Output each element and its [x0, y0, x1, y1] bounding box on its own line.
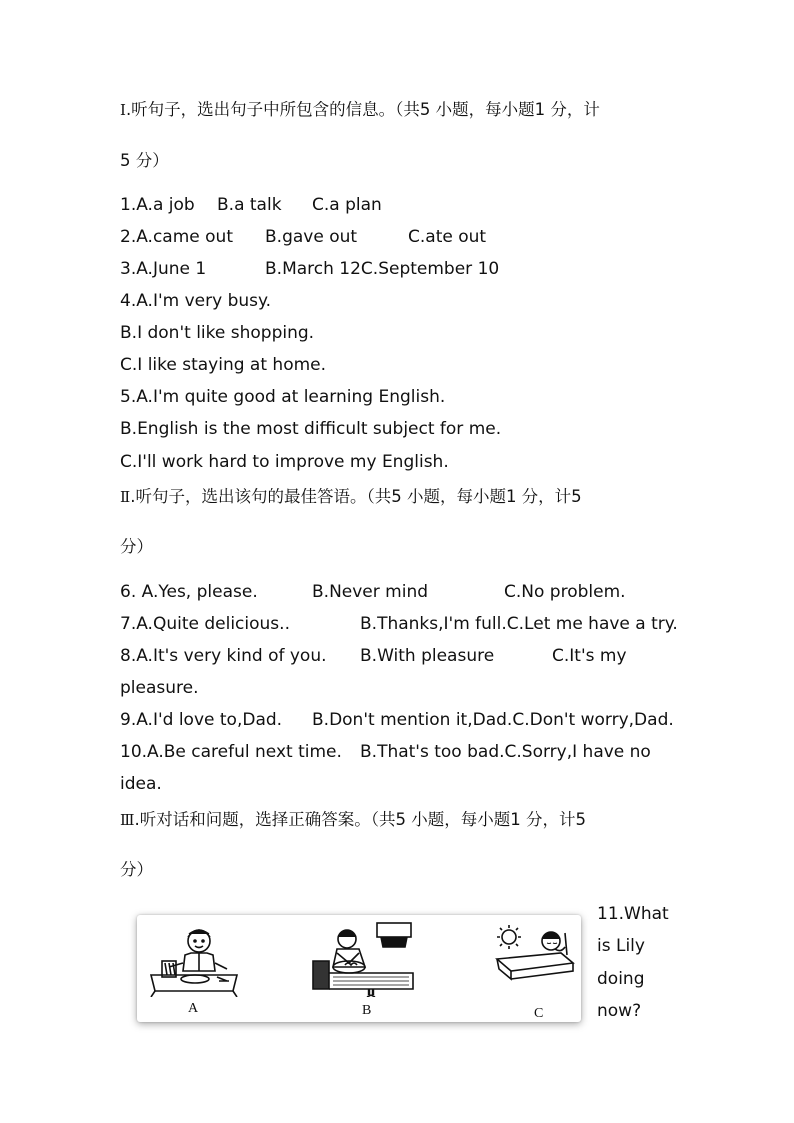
q11-question-line-3: doing [597, 969, 645, 989]
q3-option-bc: B.March 12C.September 10 [265, 259, 500, 279]
q8-option-c: C.It's my [552, 646, 627, 666]
girl-sleeping-icon [489, 923, 579, 983]
q10-option-c-cont: idea. [120, 774, 162, 794]
q1-option-a: 1.A.a job [120, 195, 195, 215]
q10-option-a: 10.A.Be careful next time. [120, 742, 342, 762]
q8-option-c-cont: pleasure. [120, 678, 199, 698]
q8-option-b: B.With pleasure [360, 646, 495, 666]
q9-option-a: 9.A.I'd love to,Dad. [120, 710, 283, 730]
q4-option-a: 4.A.I'm very busy. [120, 291, 272, 311]
q3-option-a: 3.A.June 1 [120, 259, 207, 279]
q1-option-b: B.a talk [217, 195, 282, 215]
q2-option-a: 2.A.came out [120, 227, 233, 247]
q7-option-a: 7.A.Quite delicious.. [120, 614, 290, 634]
section-2-title: .听句子，选出该句的最佳答语。（共5 小题，每小题1 分，计5 [130, 487, 582, 506]
q11-question-line-4: now? [597, 1001, 642, 1021]
section-1-heading [120, 99, 600, 121]
q11-picture-panel [137, 915, 581, 1022]
q1-option-c: C.a plan [312, 195, 382, 215]
q6-option-a: 6. A.Yes, please. [120, 582, 258, 602]
section-2-heading-cont: 分） [120, 537, 153, 556]
picture-label-b: B [362, 1003, 372, 1018]
q2-option-c: C.ate out [408, 227, 487, 247]
boy-eating-icon [147, 919, 242, 997]
q5-option-c: C.I'll work hard to improve my English. [120, 452, 449, 472]
q8-option-a: 8.A.It's very kind of you. [120, 646, 327, 666]
section-2-numeral: Ⅱ [120, 488, 131, 506]
section-1-heading-cont: 5 分） [120, 151, 169, 170]
q11-question-line-2: is Lily [597, 936, 645, 956]
q4-option-c: C.I like staying at home. [120, 355, 327, 375]
q5-option-a: 5.A.I'm quite good at learning English. [120, 387, 446, 407]
q9-option-bc: B.Don't mention it,Dad.C.Don't worry,Dad. [312, 710, 674, 730]
picture-label-a: A [188, 1001, 199, 1016]
section-3-heading-cont: 分） [120, 860, 153, 879]
q2-option-b: B.gave out [265, 227, 358, 247]
section-3-heading [120, 809, 586, 831]
q7-option-bc: B.Thanks,I'm full.C.Let me have a try. [360, 614, 678, 634]
q11-question-line-1: 11.What [597, 904, 669, 924]
section-3-title: .听对话和问题，选择正确答案。（共5 小题，每小题1 分，计5 [134, 810, 586, 829]
q10-option-bc: B.That's too bad.C.Sorry,I have no [360, 742, 651, 762]
section-3-numeral: Ⅲ [120, 811, 135, 829]
section-2-heading [120, 486, 582, 508]
girl-washing-dishes-icon [309, 919, 424, 997]
section-1-numeral: I [120, 101, 126, 119]
q4-option-b: B.I don't like shopping. [120, 323, 315, 343]
q6-option-c: C.No problem. [504, 582, 626, 602]
q5-option-b: B.English is the most difficult subject for me. [120, 419, 502, 439]
picture-label-c: C [534, 1006, 544, 1021]
q6-option-b: B.Never mind [312, 582, 429, 602]
section-1-title: .听句子，选出句子中所包含的信息。（共5 小题，每小题1 分，计 [125, 100, 600, 119]
